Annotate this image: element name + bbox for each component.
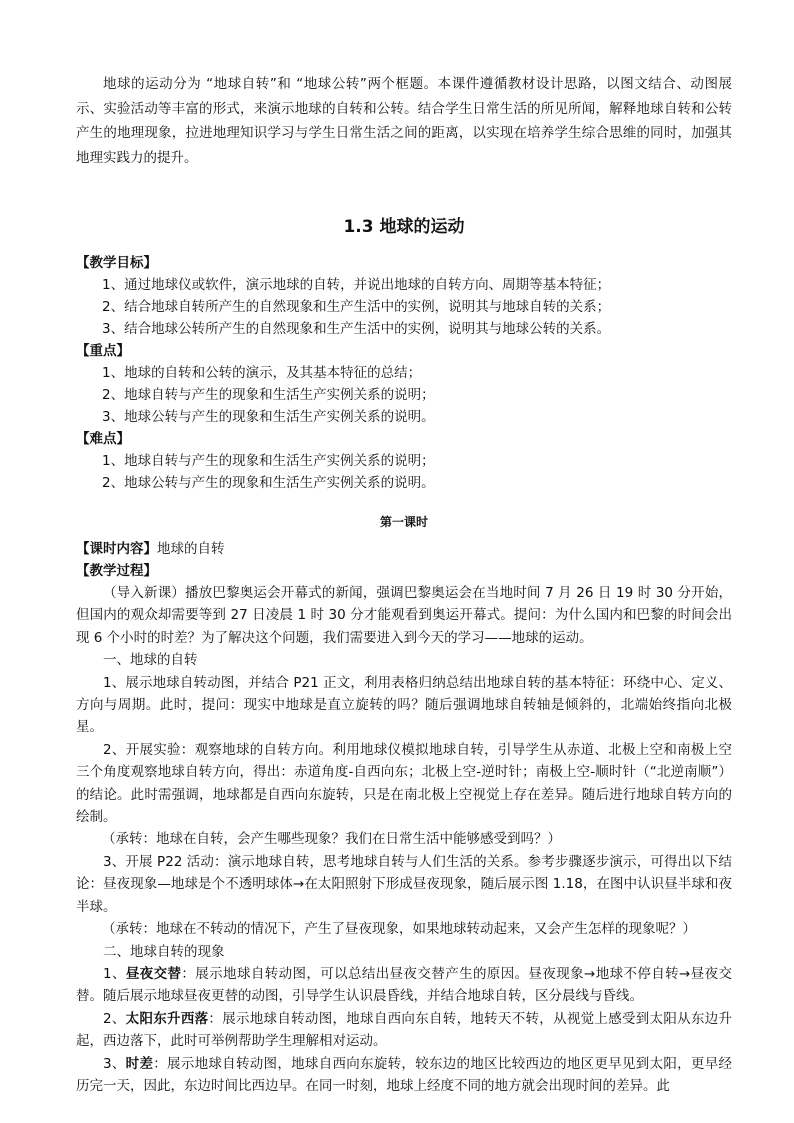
goal-item: 3、结合地球公转所产生的自然现象和生产生活中的实例，说明其与地球公转的关系。 [102, 321, 611, 337]
difficulty-item: 1、地球自转与产生的现象和生活生产实例关系的说明； [102, 453, 435, 469]
intro-paragraph: 地球的运动分为 “地球自转”和 “地球公转”两个框题。本课件遵循教材设计思路，以图文结合、动图展示、实验活动等丰富的形式，来演示地球的自转和公转。结合学生日常生活的所见所闻，解释地球自转和公转产生的地理现象，拉进地理知识学习与学生日常生活之间的距离，以实现在培养学生综合思维的同时，加强其地理实践力的提升。 [76, 76, 732, 166]
transition-note-2: （承转：地球在不转动的情况下，产生了昼夜现象，如果地球转动起来，又会产生怎样的现象呢？） [102, 921, 696, 938]
phenomenon-sunrise-sunset [76, 1008, 732, 1053]
rotation-paragraph-2: 2、开展实验：观察地球的自转方向。利用地球仪模拟地球自转，引导学生从赤道、北极上空和南极上空三个角度观察地球自转方向，得出：赤道角度-自西向东；北极上空-逆时针；南极上空-顺时针（“北逆南顺”）的结论。此时需强调，地球都是自西向东旋转，只是在南北极上空视觉上存在差异。随后进行地球自转方向的绘制。 [76, 741, 732, 826]
phenomenon-time-difference [76, 1053, 732, 1098]
lesson-content-value: 地球的自转 [157, 541, 225, 557]
rotation-paragraph-3: 3、开展 P22 活动：演示地球自转，思考地球自转与人们生活的关系。参考步骤逐步演示，可得出以下结论：昼夜现象—地球是个不透明球体→在太阳照射下形成昼夜现象，随后展示图 1.18，在图中认识昼半球和夜半球。 [76, 853, 732, 915]
key-points-section [76, 340, 732, 428]
item-number: 2、 [103, 1010, 126, 1027]
item-keyword: 昼夜交替 [125, 965, 182, 982]
lesson-content-label: 【课时内容】 [76, 541, 157, 557]
item-text: ：展示地球自转动图，地球自西向东自转，地转天不转，从视觉上感受到太阳从东边升起，西边落下，此时可举例帮助学生理解相对运动。 [76, 1010, 733, 1050]
item-number: 1、 [103, 965, 126, 982]
intro-lesson-paragraph: （导入新课）播放巴黎奥运会开幕式的新闻，强调巴黎奥运会在当地时间 7 月 26 日 19 时 30 分开始，但国内的观众却需要等到 27 日凌晨 1 时 30 分才能观看到奥运开幕式。提问：为什么国内和巴黎的时间会出现 6 个小时的时差？为了解决这个问题，我们需要进入到今天的学习——地球的运动。 [76, 585, 732, 646]
goal-item: 2、结合地球自转所产生的自然现象和生产生活中的实例，说明其与地球自转的关系； [102, 299, 611, 315]
key-point-item: 2、地球自转与产生的现象和生活生产实例关系的说明； [102, 387, 435, 403]
document-page [76, 72, 732, 1097]
item-keyword: 太阳东升西落 [125, 1010, 209, 1027]
difficulties-section [76, 428, 732, 494]
rotation-paragraph-1: 1、展示地球自转动图，并结合 P21 正文，利用表格归纳总结出地球自转的基本特征：环绕中心、定义、方向与周期。此时，提问：现实中地球是直立旋转的吗？随后强调地球自转轴是倾斜的，北端始终指向北极星。 [76, 674, 732, 736]
key-point-item: 3、地球公转与产生的现象和生活生产实例关系的说明。 [102, 409, 435, 425]
key-points-heading: 【重点】 [76, 343, 130, 359]
item-text: ：展示地球自转动图，地球自西向东旋转，较东边的地区比较西边的地区更早见到太阳，更早经历完一天，因此，东边时间比西边早。在同一时刻，地球上经度不同的地方就会出现时间的差异。此 [76, 1055, 733, 1094]
phenomenon-day-night [76, 963, 732, 1008]
difficulty-item: 2、地球公转与产生的现象和生活生产实例关系的说明。 [102, 475, 435, 491]
item-text: ：展示地球自转动图，可以总结出昼夜交替产生的原因。昼夜现象→地球不停自转→昼夜交替。随后展示地球昼夜更替的动图，引导学生认识晨昏线，并结合地球自转，区分晨线与昏线。 [76, 965, 733, 1005]
key-point-item: 1、地球的自转和公转的演示，及其基本特征的总结； [102, 365, 422, 381]
transition-note-1: （承转：地球在自转，会产生哪些现象？我们在日常生活中能够感受到吗？） [102, 831, 561, 848]
goal-item: 1、通过地球仪或软件，演示地球的自转，并说出地球的自转方向、周期等基本特征； [102, 277, 611, 293]
lesson-period-subtitle: 第一课时 [379, 515, 428, 529]
teaching-goals-heading: 【教学目标】 [76, 255, 157, 271]
teaching-process-heading: 【教学过程】 [76, 563, 157, 579]
item-keyword: 时差 [125, 1055, 154, 1072]
section-heading-phenomena: 二、地球自转的现象 [103, 943, 225, 960]
difficulties-heading: 【难点】 [76, 431, 130, 447]
item-number: 3、 [103, 1055, 126, 1072]
teaching-goals-section [76, 252, 732, 340]
lesson-content-line [76, 538, 732, 560]
section-heading-rotation: 一、地球的自转 [103, 652, 198, 669]
lesson-title: 1.3 地球的运动 [343, 217, 465, 237]
